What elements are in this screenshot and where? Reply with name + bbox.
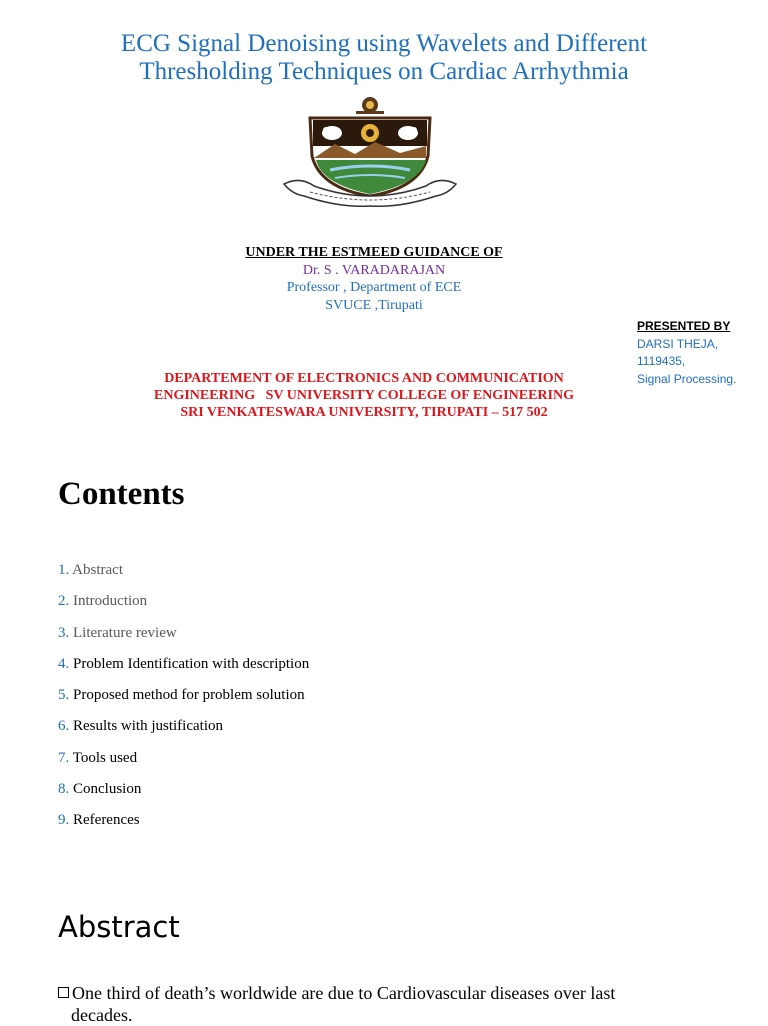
list-item	[58, 684, 309, 715]
list-item-label: References	[69, 812, 140, 829]
checkbox-bullet-icon	[58, 987, 69, 998]
abstract-bullet	[58, 982, 758, 1026]
list-item-label: Proposed method for problem solution	[69, 687, 305, 704]
bullet-text-line-1: One third of death’s worldwide are due to Cardiovascular diseases over last	[72, 983, 616, 1003]
list-item-label: Tools used	[69, 749, 138, 766]
list-item	[58, 653, 309, 684]
title-line-1: ECG Signal Denoising using Wavelets and Different	[120, 30, 648, 57]
presenter-name: DARSI THEJA,	[637, 336, 719, 351]
abstract-heading: Abstract	[58, 910, 180, 944]
department-line-1: DEPARTEMENT OF ELECTRONICS AND COMMUNICATION	[164, 371, 564, 386]
list-item-label: Problem Identification with description	[69, 655, 310, 672]
list-item	[58, 747, 309, 778]
list-item-number: 6.	[58, 718, 70, 735]
list-item-label: Literature review	[69, 624, 177, 641]
list-item-number: 7.	[58, 749, 70, 766]
list-item	[58, 622, 309, 653]
list-item-label: Introduction	[69, 593, 148, 610]
university-emblem-icon	[280, 96, 460, 210]
list-item	[58, 715, 309, 746]
contents-heading: Contents	[58, 476, 185, 512]
guide-designation: Professor , Department of ECE	[286, 280, 462, 295]
presenter-id: 1119435,	[637, 354, 686, 368]
list-item-label: Results with justification	[69, 718, 223, 735]
list-item-number: 9.	[58, 812, 70, 829]
presented-by-block	[637, 318, 736, 388]
list-item-number: 3.	[58, 624, 70, 641]
guide-name: Dr. S . VARADARAJAN	[302, 262, 446, 278]
list-item	[58, 778, 309, 809]
list-item-number: 2.	[58, 593, 70, 610]
guidance-heading: UNDER THE ESTMEED GUIDANCE OF	[245, 245, 503, 260]
list-item-number: 1.	[58, 562, 70, 578]
department-line-3: SRI VENKATESWARA UNIVERSITY, TIRUPATI – 517 502	[180, 405, 548, 420]
list-item-number: 5.	[58, 687, 70, 704]
presented-heading: PRESENTED BY	[637, 319, 731, 333]
list-item-number: 4.	[58, 655, 70, 672]
guide-institute: SVUCE ,Tirupati	[325, 297, 423, 313]
list-item-label: Conclusion	[69, 781, 142, 798]
document-title	[40, 30, 728, 86]
bullet-text-line-2: decades.	[71, 1005, 133, 1025]
department-line-2: ENGINEERING SV UNIVERSITY COLLEGE OF ENGINEERING	[154, 388, 574, 403]
department-block	[100, 370, 628, 421]
list-item-label: Abstract	[69, 562, 123, 578]
contents-list	[58, 559, 309, 841]
presenter-field: Signal Processing.	[637, 371, 737, 386]
list-item-number: 8.	[58, 781, 70, 798]
list-item	[58, 809, 309, 840]
guidance-block	[160, 244, 588, 314]
list-item	[58, 590, 309, 621]
list-item	[58, 559, 309, 590]
title-line-2: Thresholding Techniques on Cardiac Arrhythmia	[139, 58, 629, 85]
